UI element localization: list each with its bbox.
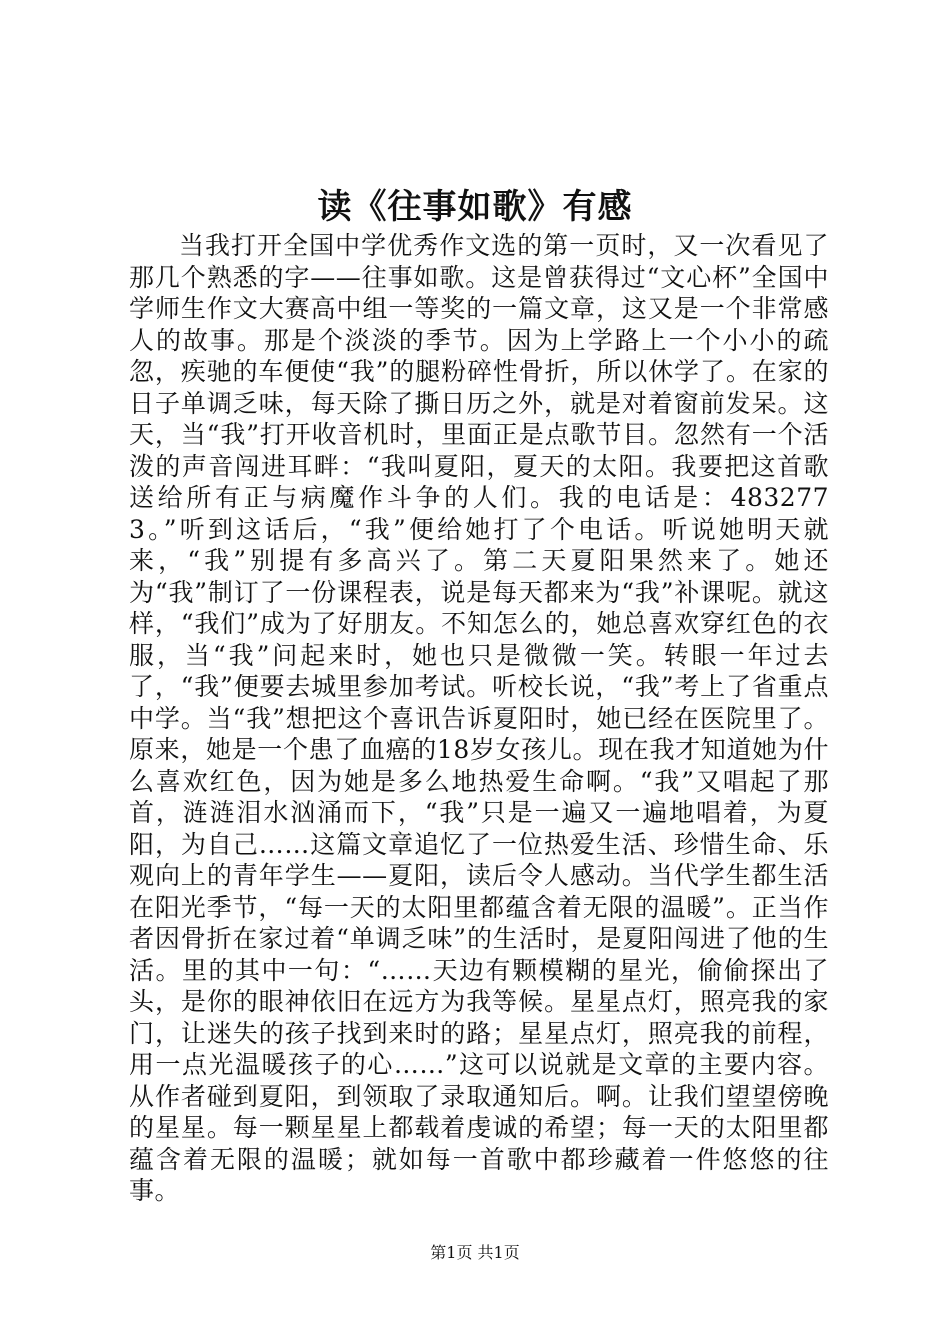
page-footer: 第1页 共1页 [430,1243,520,1262]
document-body-paragraph: 当我打开全国中学优秀作文选的第一页时，又一次看见了那几个熟悉的字——往事如歌。这是曾获得过“文心杯”全国中学师生作文大赛高中组一等奖的一篇文章，这又是一个非常感人的故事。那是个淡淡的季节。因为上学路上一个小小的疏忽，疾驰的车便使“我”的腿粉碎性骨折，所以休学了。在家的日子单调乏味，每天除了撕日历之外，就是对着窗前发呆。这天，当“我”打开收音机时，里面正是点歌节目。忽然有一个活泼的声音闯进耳畔：“我叫夏阳，夏天的太阳。我要把这首歌送给所有正与病魔作斗争的人们。我的电话是：4832773。”听到这话后，“我”便给她打了个电话。听说她明天就来，“我”别提有多高兴了。第二天夏阳果然来了。她还为“我”制订了一份课程表，说是每天都来为“我”补课呢。就这样，“我们”成为了好朋友。不知怎么的，她总喜欢穿红色的衣服，当“我”问起来时，她也只是微微一笑。转眼一年过去了，“我”便要去城里参加考试。听校长说，“我”考上了省重点中学。当“我”想把这个喜讯告诉夏阳时，她已经在医院里了。原来，她是一个患了血癌的18岁女孩儿。现在我才知道她为什么喜欢红色，因为她是多么地热爱生命啊。“我”又唱起了那首，涟涟泪水汹涌而下，“我”只是一遍又一遍地唱着，为夏阳，为自己……这篇文章追忆了一位热爱生活、珍惜生命、乐观向上的青年学生——夏阳，读后令人感动。当代学生都生活在阳光季节，“每一天的太阳里都蕴含着无限的温暖”。正当作者因骨折在家过着“单调乏味”的生活时，是夏阳闯进了他的生活。里的其中一句：“……天边有颗模糊的星光，偷偷探出了头，是你的眼神依旧在远方为我等候。星星点灯，照亮我的家门，让迷失的孩子找到来时的路；星星点灯，照亮我的前程，用一点光温暖孩子的心……”这可以说就是文章的主要内容。从作者碰到夏阳，到领取了录取通知后。啊。让我们望望傍晚的星星。每一颗星星上都载着虔诚的希望；每一天的太阳里都蕴含着无限的温暖；就如每一首歌中都珍藏着一件悠悠的往事。 [129,231,829,1205]
document-title: 读《往事如歌》有感 [317,187,633,227]
